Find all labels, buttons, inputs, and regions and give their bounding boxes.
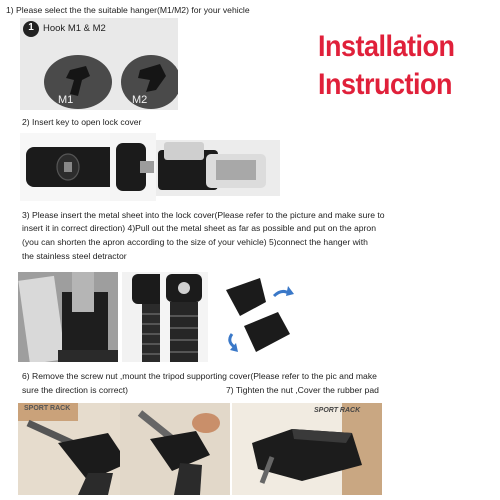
- hook-m1-label: M1: [58, 94, 74, 106]
- box-print-left: SPORT RACK: [24, 405, 71, 412]
- rubber-pad-photo: [232, 403, 382, 495]
- box-print-right: SPORT RACK: [314, 407, 361, 414]
- hook-panel-label: Hook M1 & M2: [43, 23, 106, 34]
- step6-line-1: 6) Remove the screw nut ,mount the tripod supporting cover(Please refer to the pic and make: [22, 371, 377, 381]
- metal-sheet-photo: [18, 272, 118, 362]
- tripod-cover-graphic-2: [120, 403, 230, 495]
- step-badge: 1: [28, 22, 34, 33]
- hanger-connect-diagram: [216, 272, 300, 362]
- step7-text: 7) Tighten the nut ,Cover the rubber pad: [226, 385, 379, 395]
- step2-text: 2) Insert key to open lock cover: [22, 117, 142, 127]
- lock-cover-photo-2: [156, 140, 280, 196]
- hanger-connect-graphic: [216, 272, 300, 362]
- key-insert-photo: [110, 133, 156, 201]
- step3-line-3: (you can shorten the apron according to the size of your vehicle) 5)connect the hanger with: [22, 237, 368, 247]
- apron-detail-photo: [160, 272, 208, 362]
- hook-selection-panel: [20, 18, 178, 110]
- step3-line-4: the stainless steel detractor: [22, 251, 127, 261]
- lock-cover-graphic-2: [156, 140, 280, 196]
- step1-text: 1) Please select the the suitable hanger(M1/M2) for your vehicle: [6, 5, 250, 15]
- rubber-pad-graphic: [232, 403, 382, 495]
- title-installation: Installation: [318, 30, 455, 63]
- title-instruction: Instruction: [318, 68, 452, 101]
- metal-sheet-graphic: [18, 272, 118, 362]
- step6-line-2: sure the direction is correct): [22, 385, 129, 395]
- step3-line-1: 3) Please insert the metal sheet into the lock cover(Please refer to the picture and make sure to: [22, 210, 385, 220]
- tripod-cover-photo-2: [120, 403, 230, 495]
- step3-line-2: insert it in correct direction) 4)Pull out the metal sheet as far as possible and put on the apron: [22, 223, 376, 233]
- hook-m2-label: M2: [132, 94, 148, 106]
